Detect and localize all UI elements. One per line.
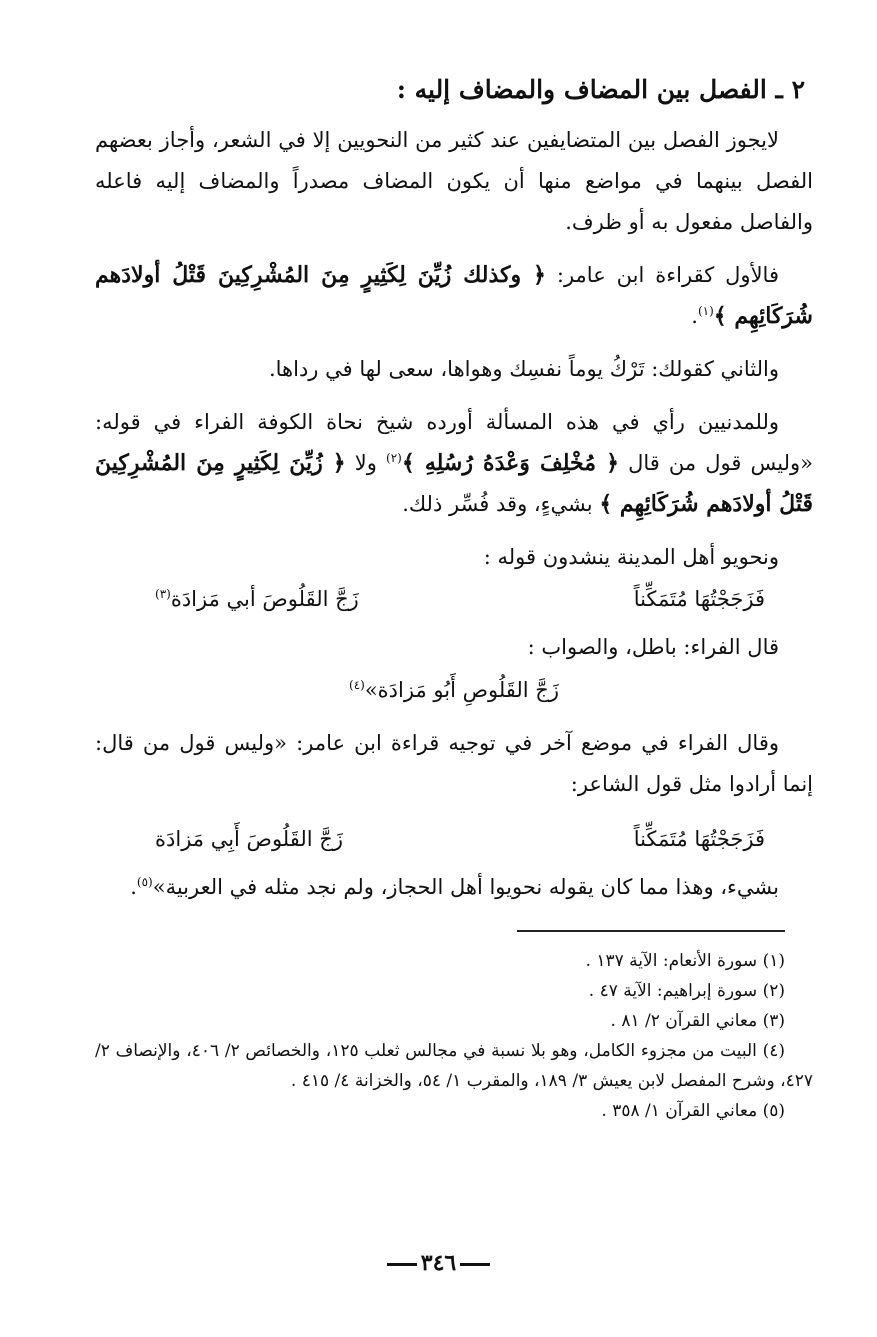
conclusion-end: . — [130, 875, 137, 899]
madinans-text-b: ولا — [354, 451, 377, 475]
paragraph-second-case: والثاني كقولك: تَرْكُ يوماً نفسِك وهواها، سعى لها في رداها. — [268, 357, 779, 381]
madinans-text-a: وللمدنيين رأي في هذه المسألة أورده شيخ نحاة الكوفة الفراء في قوله: «وليس قول من قال — [95, 410, 813, 475]
conclusion-text: بشيء، وهذا مما كان يقوله نحويوا أهل الحجاز، ولم نجد مثله في العربية» — [152, 875, 779, 899]
verse-line-3 — [155, 817, 765, 861]
first-case-intro: فالأول كقراءة ابن عامر: — [556, 263, 779, 287]
section-heading: ٢ ـ الفصل بين المضاف والمضاف إليه : — [396, 75, 805, 104]
footnote-separator — [517, 930, 785, 932]
footnote-ref-2: (٢) — [386, 451, 402, 465]
verse-1-hemistich-right: فَزَجَجْتُهَا مُتَمَكِّناً — [633, 587, 765, 611]
footnote-ref-3: (٣) — [155, 587, 171, 601]
verse-line-1 — [155, 577, 765, 621]
footnote-1: (١) سورة الأنعام: الآية ١٣٧ . — [585, 951, 785, 971]
first-case-end: . — [691, 304, 698, 328]
quran-quote-2: ﴿ مُخْلِفَ وَعْدَهُ رُسُلِهِ ﴾ — [401, 450, 619, 476]
page-body — [95, 70, 813, 1126]
page-number-text: ٣٤٦ — [420, 1250, 457, 1276]
paragraph-madinans — [95, 402, 813, 525]
page-number — [0, 1250, 877, 1276]
paragraph-first-case — [95, 255, 813, 337]
line-farra-says: قال الفراء: باطل، والصواب : — [527, 635, 779, 659]
verse-3-hemistich-right: فَزَجَجْتُهَا مُتَمَكِّناً — [633, 827, 765, 851]
footnote-ref-4: (٤) — [349, 678, 365, 692]
verse-2-text: زَجَّ القَلُوصِ أَبُو مَزادَة» — [364, 678, 559, 702]
footnote-3: (٣) معاني القرآن ٢/ ٨١ . — [610, 1011, 785, 1031]
footnote-2: (٢) سورة إبراهيم: الآية ٤٧ . — [588, 981, 785, 1001]
paragraph-conclusion — [95, 867, 813, 908]
footnote-ref-5: (٥) — [136, 875, 153, 889]
footnote-4: (٤) البيت من مجزوء الكامل، وهو بلا نسبة في مجالس ثعلب ١٢٥، والخصائص ٢/ ٤٠٦، والإنصاف ٢/ ٤٢٧، وشرح المفصل لابن يعيش ٣/ ١٨٩، والمقرب ١/ ٥٤، والخزانة ٤/ ٤١٥ . — [95, 1041, 813, 1091]
page-number-dash-right — [460, 1263, 490, 1266]
verse-1-left-text: زَجَّ القَلُوصَ أبي مَزادَة — [170, 587, 359, 611]
page-number-dash-left — [387, 1263, 417, 1266]
quran-quote-3: ﴿ زُيِّنَ لِكَثِيرٍ مِنَ المُشْرِكِينَ قَتْلُ أولادَهم شُرَكَائِهِم ﴾ — [95, 450, 813, 517]
quran-quote-1: ﴿ وكذلك زُيِّنَ لِكَثِيرٍ مِنَ المُشْرِكِينَ قَتْلُ أولادَهم شُرَكَائِهِم ﴾ — [95, 262, 813, 329]
verse-3-hemistich-left: زَجَّ القَلُوصَ أَبِي مَزادَة — [155, 827, 343, 851]
verse-line-2 — [95, 667, 813, 713]
madinans-text-c: بشيءٍ، وقد فُسِّر ذلك. — [402, 492, 593, 516]
paragraph-intro: لايجوز الفصل بين المتضايفين عند كثير من النحويين إلا في الشعر، وأجاز بعضهم الفصل بينهما في مواضع منها أن يكون المضاف مصدراً والمضاف إليه فاعله والفاصل مفعول به أو ظرف. — [95, 128, 813, 234]
line-madina-grammarians: ونحويو أهل المدينة ينشدون قوله : — [483, 545, 779, 569]
paragraph-farra-other: وقال الفراء في موضع آخر في توجيه قراءة ابن عامر: «وليس قول من قال: إنما أرادوا مثل قول الشاعر: — [95, 731, 813, 796]
footnote-5: (٥) معاني القرآن ١/ ٣٥٨ . — [601, 1101, 785, 1121]
verse-1-hemistich-left — [155, 577, 359, 621]
footnote-ref-1: (١) — [697, 304, 714, 318]
